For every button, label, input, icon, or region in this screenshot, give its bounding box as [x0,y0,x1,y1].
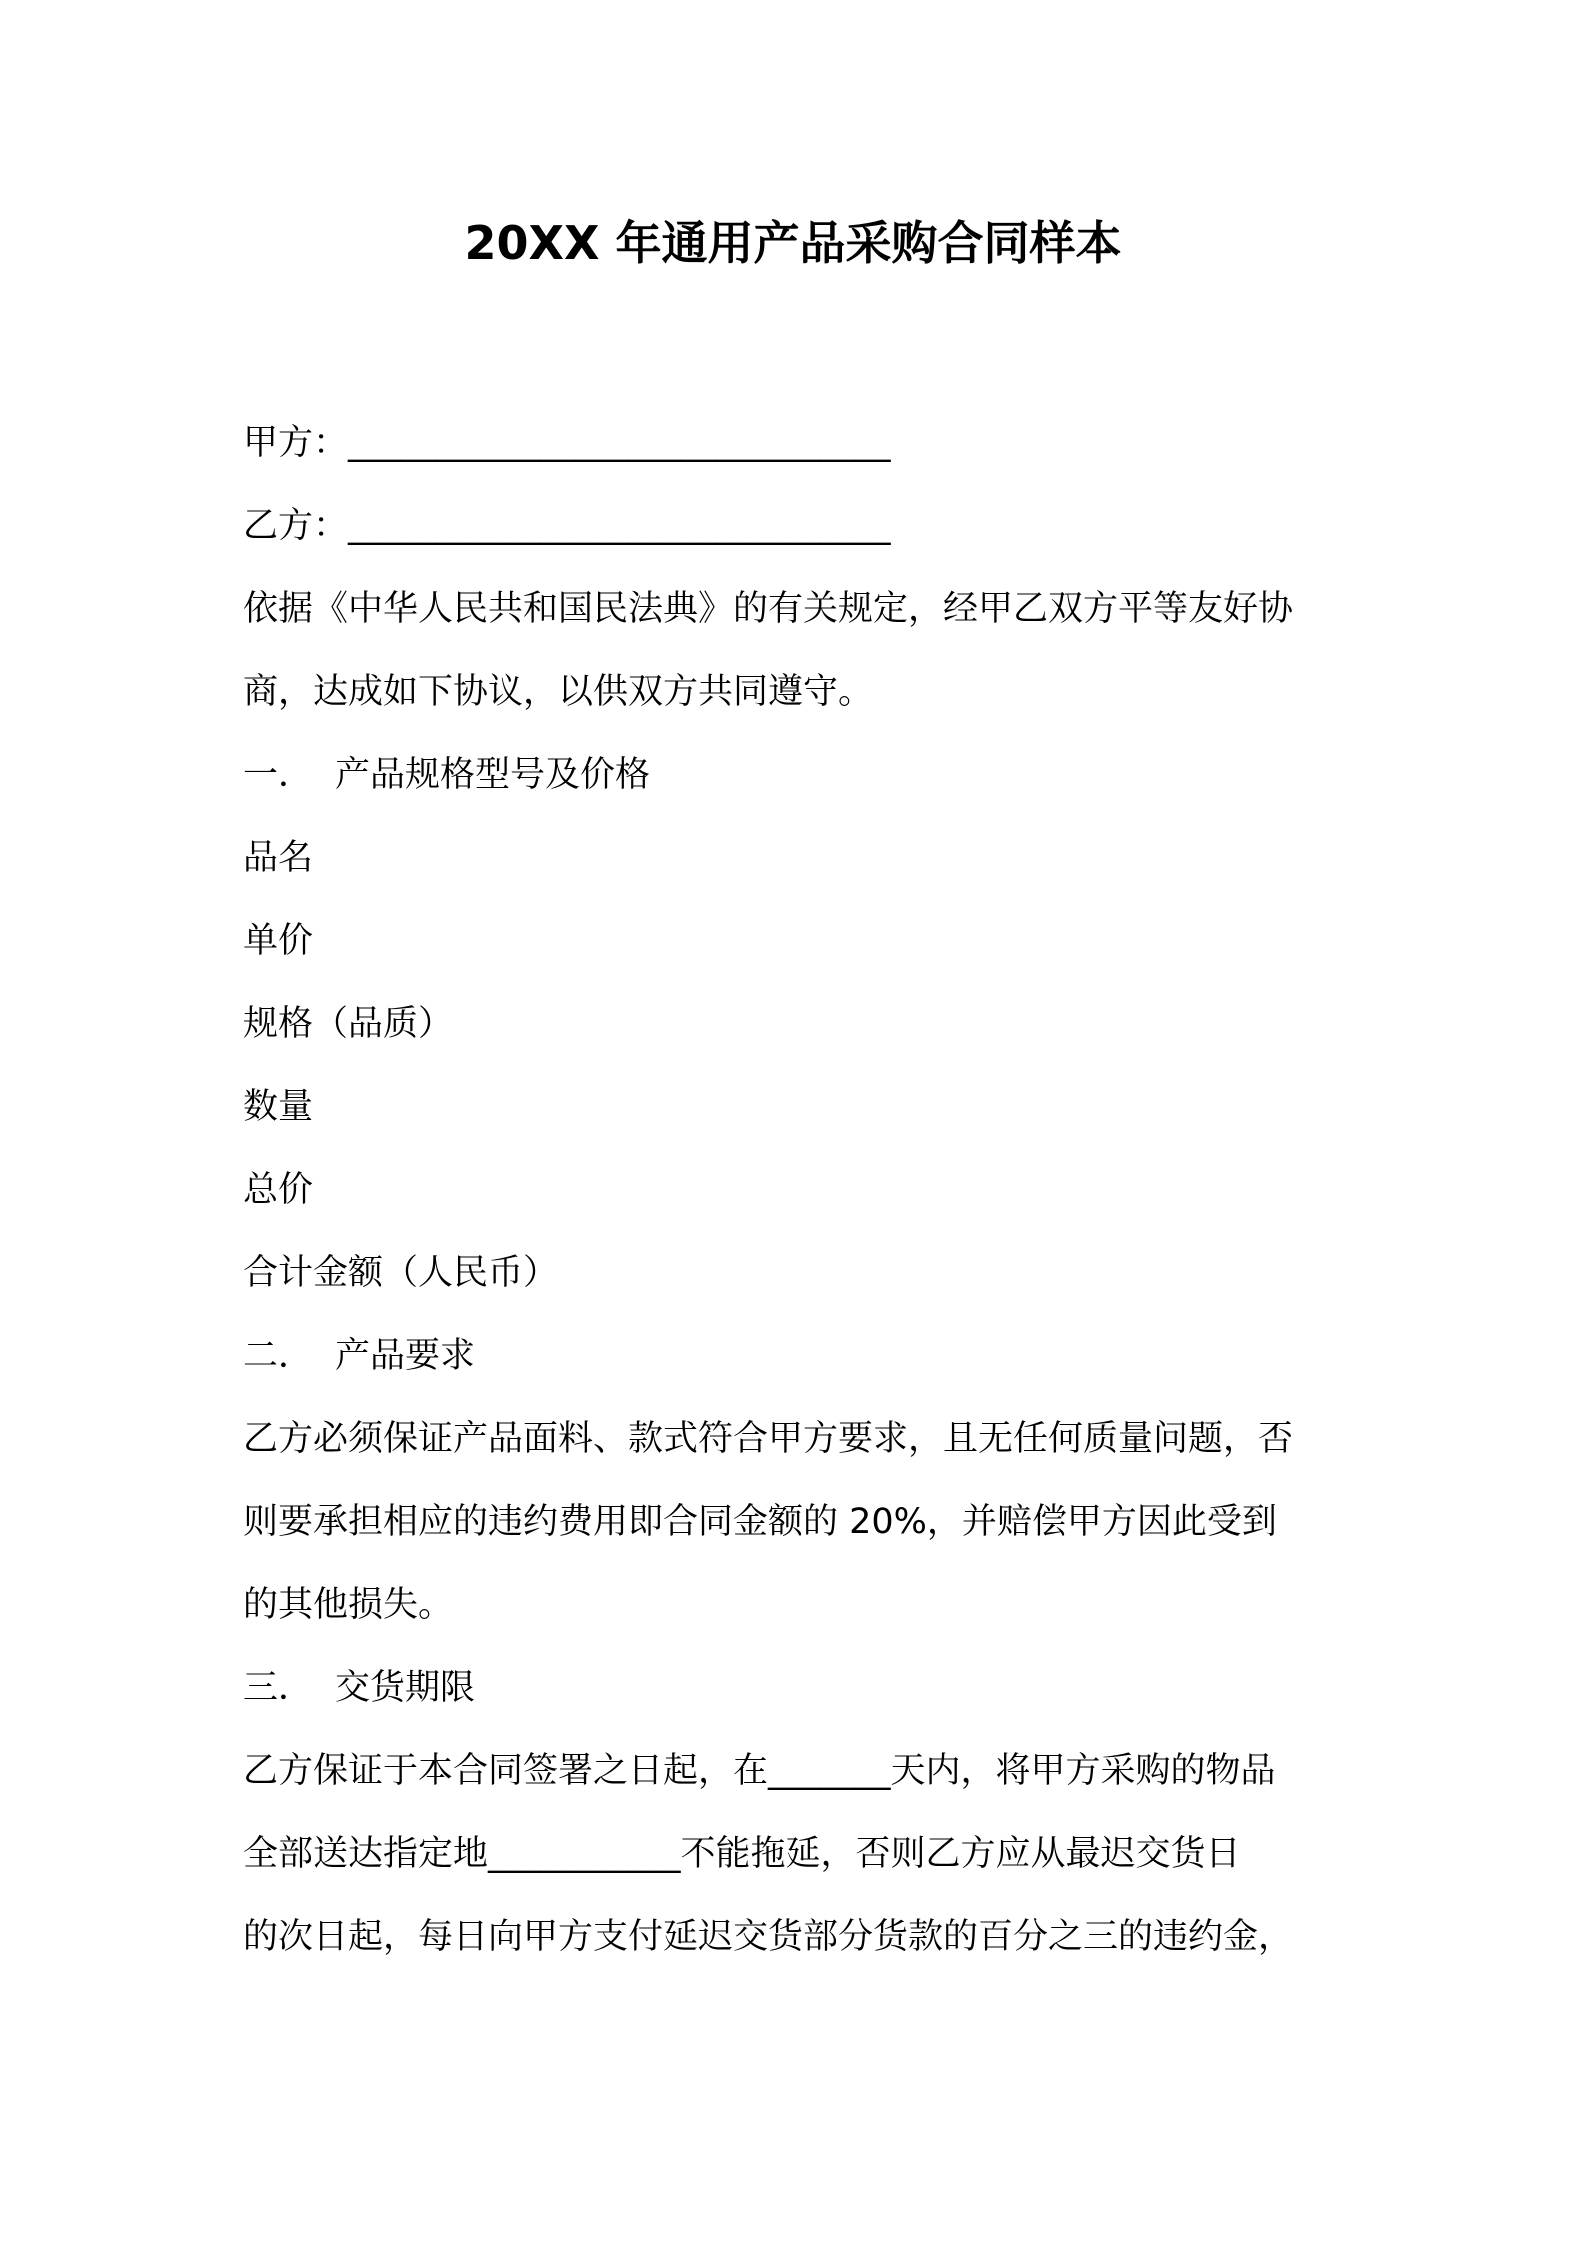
document-title: 20XX 年通用产品采购合同样本 [464,216,1122,270]
party-a-line: 甲方：_______________________________ [243,423,891,463]
item-total-amount: 合计金额（人民币） [243,1253,559,1293]
preamble-line-1: 依据《中华人民共和国民法典》的有关规定，经甲乙双方平等友好协 [243,589,1294,629]
section-2-heading [243,1331,475,1381]
item-product-name: 品名 [243,838,314,878]
section-2-number: 二． [243,1336,314,1376]
section-3-number: 三． [243,1668,314,1708]
section-1-title: 产品规格型号及价格 [335,755,651,795]
item-unit-price: 单价 [243,921,314,961]
item-quantity: 数量 [243,1087,314,1127]
item-specification: 规格（品质） [243,1004,454,1044]
section-2-title: 产品要求 [335,1336,476,1376]
section-2-line-3: 的其他损失。 [243,1585,454,1625]
section-3-line-3: 的次日起，每日向甲方支付延迟交货部分货款的百分之三的违约金， [243,1917,1294,1957]
section-1-number: 一． [243,755,314,795]
section-1-heading [243,750,650,800]
section-3-title: 交货期限 [335,1668,476,1708]
section-2-line-2: 则要承担相应的违约费用即合同金额的 20%，并赔偿甲方因此受到 [243,1502,1277,1542]
section-3-heading [243,1663,475,1713]
party-b-line: 乙方：_______________________________ [243,506,891,546]
section-3-line-1: 乙方保证于本合同签署之日起，在_______天内，将甲方采购的物品 [243,1751,1276,1791]
item-total-price: 总价 [243,1170,314,1210]
section-2-line-1: 乙方必须保证产品面料、款式符合甲方要求，且无任何质量问题，否 [243,1419,1294,1459]
section-3-line-2: 全部送达指定地___________不能拖延，否则乙方应从最迟交货日 [243,1834,1241,1874]
preamble-line-2: 商，达成如下协议，以供双方共同遵守。 [243,672,874,712]
